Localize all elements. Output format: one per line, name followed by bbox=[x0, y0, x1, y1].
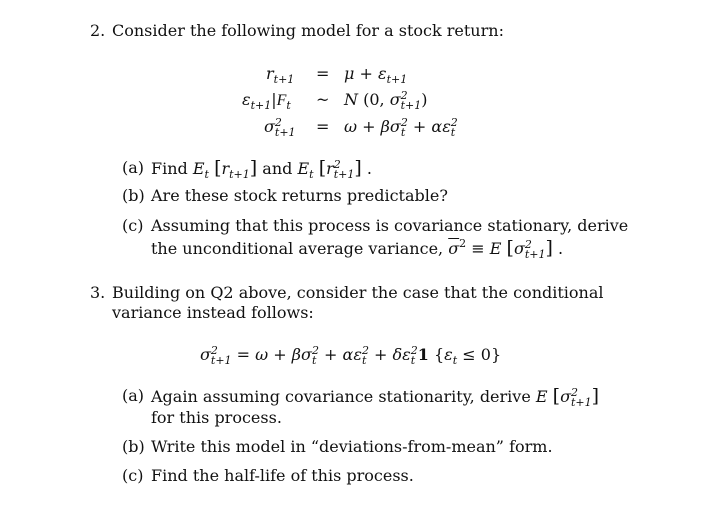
q3c-label: (c) bbox=[122, 466, 144, 485]
q2b-label: (b) bbox=[122, 186, 145, 205]
q3c-text: Find the half-life of this process. bbox=[151, 466, 414, 485]
eq3-rhs: ω + βσ 2 t + αε 2 t bbox=[344, 115, 458, 139]
eq3-lhs: σ 2 t+1 bbox=[264, 115, 296, 139]
q3b-label: (b) bbox=[122, 437, 145, 456]
eq2-rel: ~ bbox=[316, 90, 330, 109]
q2b-text: Are these stock returns predictable? bbox=[151, 186, 448, 205]
q3-number: 3. bbox=[90, 283, 106, 302]
q3b-text: Write this model in “deviations-from-mean” form. bbox=[151, 437, 553, 456]
eq1-rel: = bbox=[316, 64, 330, 83]
q2a-label: (a) bbox=[122, 158, 145, 177]
q3a-line2: for this process. bbox=[151, 408, 282, 427]
eq1-lhs: $r_{t+1}$ bbox=[266, 64, 295, 86]
eq2-lhs: $\varepsilon_{t+1}|F_t$ bbox=[242, 90, 291, 112]
eq2-rhs: N (0, σ 2 t+1 ) bbox=[344, 88, 428, 112]
q2c-label: (c) bbox=[122, 216, 144, 235]
eq1-rhs: $\mu + \varepsilon_{t+1}$ bbox=[344, 64, 408, 86]
q3-line1: Building on Q2 above, consider the case that the conditional bbox=[112, 283, 604, 302]
q2a-text: Find $E_t$ $[r_{t+1}]$ and $E_t$ [r 2 t+1 ] . bbox=[151, 157, 372, 181]
q2c-line2: the unconditional average variance, $\overline{\sigma}^2 \equiv E$ [σ 2 t+1 ] . bbox=[151, 237, 564, 261]
q3a-line1: Again assuming covariance stationarity, derive E [σ 2 t+1 ] bbox=[151, 385, 600, 409]
eq3-rel: = bbox=[316, 117, 330, 136]
q3-line2: variance instead follows: bbox=[112, 303, 314, 322]
q2-number: 2. bbox=[90, 21, 106, 40]
q3-equation: σ 2 t+1 = ω + βσ 2 t + αε 2 t + δε 2 t 1 $\{\varepsilon_t \le 0\}$ bbox=[200, 343, 502, 367]
q2-prompt: Consider the following model for a stock return: bbox=[112, 21, 504, 40]
q3a-label: (a) bbox=[122, 386, 145, 405]
q2c-line1: Assuming that this process is covariance stationary, derive bbox=[151, 216, 629, 235]
